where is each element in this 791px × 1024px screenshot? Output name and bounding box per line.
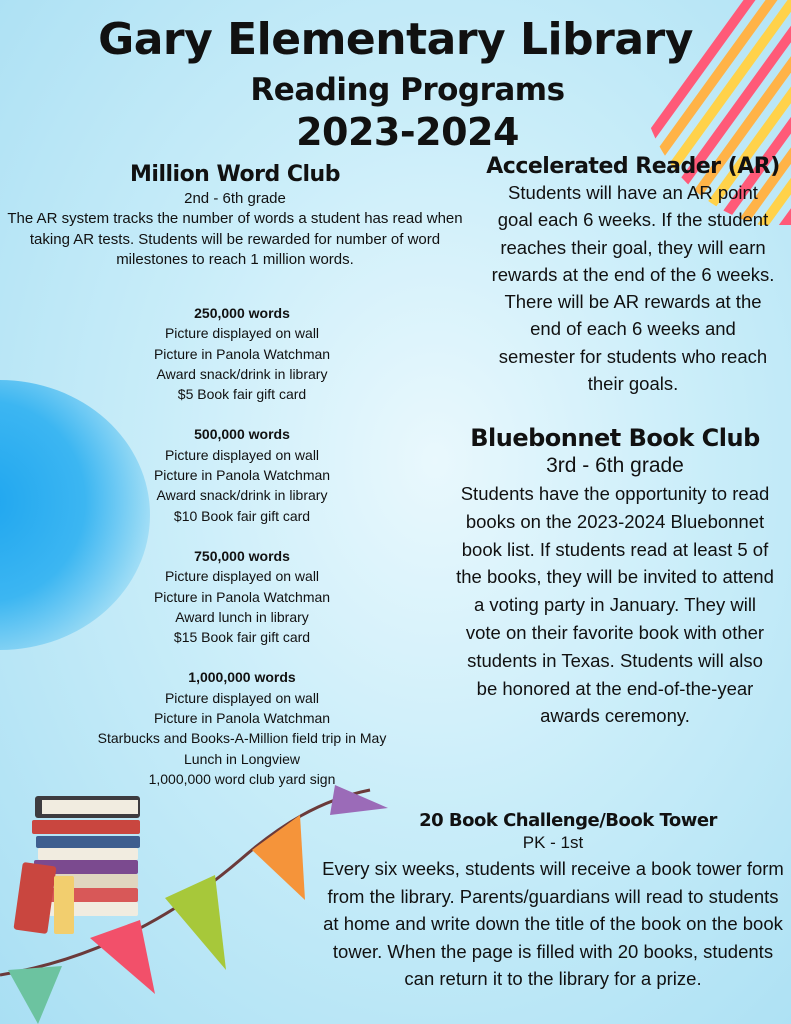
- reward-item: Picture in Panola Watchman: [153, 467, 331, 484]
- milestone-label: 500,000 words: [194, 426, 290, 443]
- million-word-club-title: Million Word Club: [130, 162, 340, 187]
- page-title: Gary Elementary Library: [98, 14, 693, 65]
- pennant-orange: [252, 815, 305, 900]
- accelerated-reader-section: [486, 154, 780, 397]
- bluebonnet-grade: 3rd - 6th grade: [546, 454, 684, 477]
- page-year: 2023-2024: [296, 110, 519, 154]
- book-challenge-title: 20 Book Challenge/Book Tower: [419, 810, 717, 831]
- reward-item: 1,000,000 word club yard sign: [148, 770, 336, 787]
- milestone-label: 250,000 words: [194, 305, 290, 321]
- book-challenge-grade: PK - 1st: [522, 833, 584, 852]
- accelerated-reader-title: Accelerated Reader (AR): [486, 154, 780, 179]
- pennant-purple: [330, 785, 388, 815]
- reward-item: Picture displayed on wall: [164, 689, 320, 706]
- reward-item: Award snack/drink in library: [156, 365, 328, 382]
- reward-item: $15 Book fair gift card: [173, 629, 311, 646]
- reward-item: Starbucks and Books-A-Million field trip in May: [97, 730, 387, 747]
- reward-item: Lunch in Longview: [184, 750, 300, 767]
- reward-item: Award snack/drink in library: [156, 487, 328, 504]
- milestone-list: [0, 303, 484, 789]
- book-stack-icon: [10, 790, 150, 940]
- milestone-250k: [0, 303, 484, 404]
- million-word-club-description: The AR system tracks the number of words a student has read when taking AR tests. Students will be rewarded for number of word milestones to reach 1 million words.: [7, 210, 463, 269]
- bluebonnet-title: Bluebonnet Book Club: [470, 424, 760, 452]
- reward-item: Picture displayed on wall: [164, 568, 320, 585]
- bluebonnet-description: Students have the opportunity to read books on the 2023-2024 Bluebonnet book list. If students read at least 5 of the books, they will be invited to attend a voting party in January. They will vote on their favorite book with other students in Texas. Students will also be honored at the end-of-the-year awards ceremony.: [456, 483, 774, 727]
- milestone-label: 1,000,000 words: [188, 669, 296, 686]
- bluebonnet-section: [455, 424, 775, 730]
- reward-item: Picture displayed on wall: [164, 325, 320, 342]
- reward-item: Award lunch in library: [175, 608, 309, 625]
- reward-item: $5 Book fair gift card: [177, 386, 307, 403]
- pennant-teal: [8, 966, 62, 1024]
- reward-item: Picture in Panola Watchman: [153, 710, 331, 727]
- accelerated-reader-description: Students will have an AR point goal each 6 weeks. If the student reaches their goal, they will earn rewards at the end of the 6 weeks. There will be AR rewards at the end of each 6 weeks and semester for students who reach their goals.: [491, 182, 775, 395]
- milestone-label: 750,000 words: [194, 547, 290, 564]
- book-challenge-description: Every six weeks, students will receive a book tower form from the library. Parents/guardians will read to students at home and write down the title of the book on the book tower. When the page is filled with 20 books, students can return it to the library for a prize.: [322, 858, 784, 989]
- pennant-green: [165, 875, 226, 970]
- reward-item: Picture displayed on wall: [164, 446, 320, 463]
- milestone-500k: [0, 424, 484, 525]
- million-word-club-grade: 2nd - 6th grade: [184, 190, 286, 207]
- reward-item: Picture in Panola Watchman: [153, 345, 331, 362]
- million-word-club-section: [0, 162, 470, 271]
- milestone-750k: [0, 546, 484, 647]
- reward-item: Picture in Panola Watchman: [153, 588, 331, 605]
- reward-item: $10 Book fair gift card: [173, 507, 311, 524]
- page-subtitle: Reading Programs: [250, 72, 565, 108]
